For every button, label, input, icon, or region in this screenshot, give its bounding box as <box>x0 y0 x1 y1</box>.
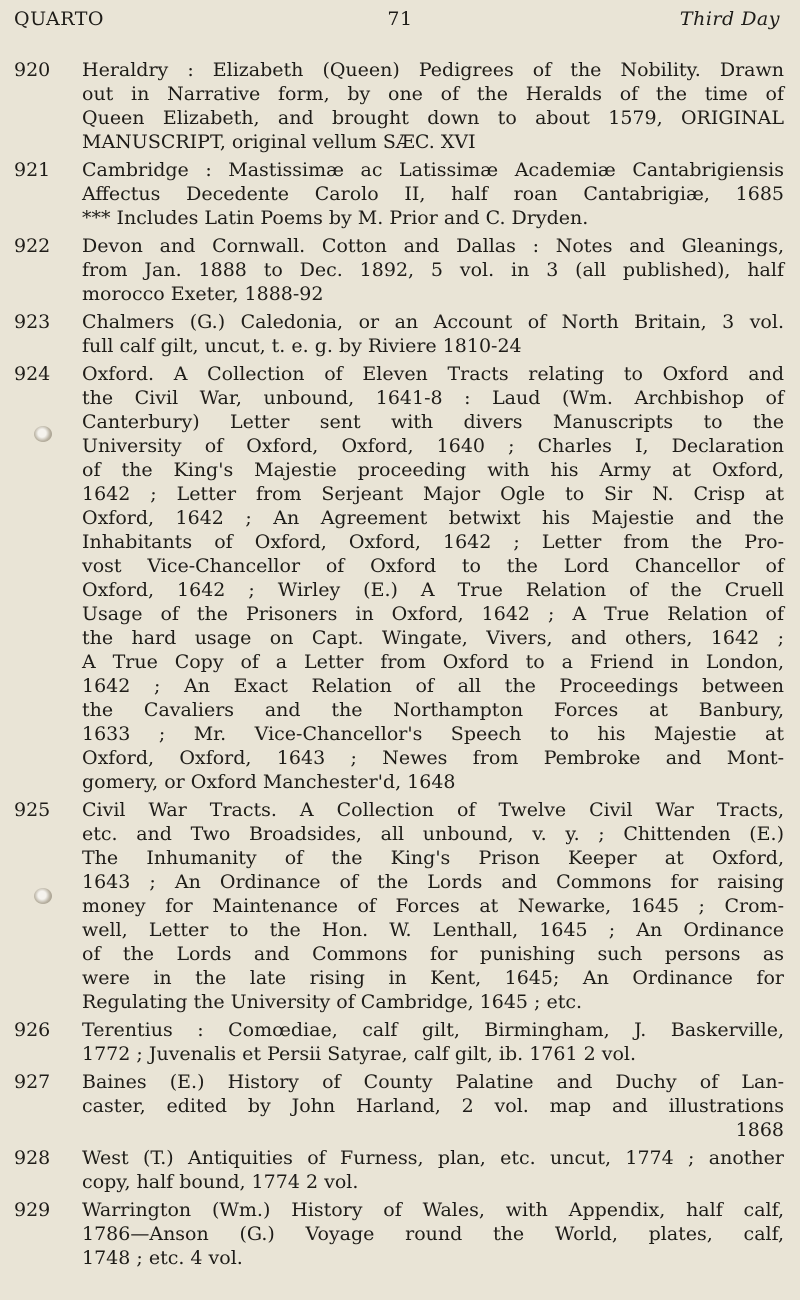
lot-number: 921 <box>14 159 51 181</box>
description-line: of the Lords and Commons for punishing such persons as <box>82 943 784 965</box>
page-number: 71 <box>387 8 413 30</box>
catalogue-entry <box>14 1070 784 1142</box>
description-line: Usage of the Prisoners in Oxford, 1642 ; A True Relation of <box>82 603 784 625</box>
description-line: University of Oxford, Oxford, 1640 ; Charles I, Declaration <box>82 435 784 457</box>
lot-number: 927 <box>14 1071 51 1093</box>
description-line: Regulating the University of Cambridge, 1645 ; etc. <box>82 991 583 1013</box>
description-line: Chalmers (G.) Caledonia, or an Account of North Britain, 3 vol. <box>82 311 784 333</box>
description-line: *** Includes Latin Poems by M. Prior and C. Dryden. <box>82 207 589 229</box>
description-line: out in Narrative form, by one of the Heralds of the time of <box>82 83 784 105</box>
description-line: the Civil War, unbound, 1641-8 : Laud (Wm. Archbishop of <box>82 387 784 409</box>
catalogue-entry <box>14 310 784 358</box>
description-line: Oxford, Oxford, 1643 ; Newes from Pembroke and Mont- <box>82 747 784 769</box>
catalogue-entry <box>14 158 784 230</box>
description-line: Affectus Decedente Carolo II, half roan Cantabrigiæ, 1685 <box>82 183 784 205</box>
description-line: Baines (E.) History of County Palatine and Duchy of Lan- <box>82 1071 784 1093</box>
catalogue-entry <box>14 58 784 154</box>
catalogue-entry <box>14 1018 784 1066</box>
catalogue-entry <box>14 1198 784 1270</box>
description-line: full calf gilt, uncut, t. e. g. by Riviere 1810-24 <box>82 335 522 357</box>
day-label: Third Day <box>679 8 780 30</box>
lot-description <box>82 1198 784 1270</box>
lot-description <box>82 234 784 306</box>
description-line: Heraldry : Elizabeth (Queen) Pedigrees of the Nobility. Drawn <box>82 59 784 81</box>
description-line: copy, half bound, 1774 2 vol. <box>82 1171 359 1193</box>
description-line: the Cavaliers and the Northampton Forces at Banbury, <box>82 699 784 721</box>
section-label: QUARTO <box>14 8 104 30</box>
description-line: Civil War Tracts. A Collection of Twelve Civil War Tracts, <box>82 799 784 821</box>
description-line: vost Vice-Chancellor of Oxford to the Lord Chancellor of <box>82 555 784 577</box>
description-line: Inhabitants of Oxford, Oxford, 1642 ; Letter from the Pro- <box>82 531 784 553</box>
description-line: Terentius : Comœdiae, calf gilt, Birmingham, J. Baskerville, <box>82 1019 784 1041</box>
description-line: West (T.) Antiquities of Furness, plan, etc. uncut, 1774 ; another <box>82 1147 784 1169</box>
description-line: were in the late rising in Kent, 1645; An Ordinance for <box>82 967 784 989</box>
lot-description <box>82 798 784 1014</box>
lot-description <box>82 1018 784 1066</box>
description-line: morocco Exeter, 1888-92 <box>82 283 324 305</box>
description-line: caster, edited by John Harland, 2 vol. map and illustrations <box>82 1095 784 1117</box>
description-line: Queen Elizabeth, and brought down to about 1579, ORIGINAL <box>82 107 784 129</box>
catalogue-entry <box>14 1146 784 1194</box>
description-line: MANUSCRIPT, original vellum SÆC. XVI <box>82 131 476 153</box>
description-line: 1772 ; Juvenalis et Persii Satyrae, calf gilt, ib. 1761 2 vol. <box>82 1043 637 1065</box>
description-line: 1643 ; An Ordinance of the Lords and Commons for raising <box>82 871 784 893</box>
description-line: etc. and Two Broadsides, all unbound, v. y. ; Chittenden (E.) <box>82 823 784 845</box>
lot-number: 923 <box>14 311 51 333</box>
description-line: Cambridge : Mastissimæ ac Latissimæ Academiæ Cantabrigiensis <box>82 159 784 181</box>
description-line: 1786—Anson (G.) Voyage round the World, plates, calf, <box>82 1223 784 1245</box>
lot-number: 920 <box>14 59 51 81</box>
description-line: Oxford, 1642 ; Wirley (E.) A True Relation of the Cruell <box>82 579 784 601</box>
lot-description <box>82 158 784 230</box>
description-line: of the King's Majestie proceeding with his Army at Oxford, <box>82 459 784 481</box>
lot-description <box>82 1146 784 1194</box>
lot-number: 926 <box>14 1019 51 1041</box>
description-line: Devon and Cornwall. Cotton and Dallas : Notes and Gleanings, <box>82 235 784 257</box>
description-line: Oxford. A Collection of Eleven Tracts relating to Oxford and <box>82 363 784 385</box>
lot-number: 925 <box>14 799 51 821</box>
lot-number: 924 <box>14 363 51 385</box>
lot-number: 928 <box>14 1147 51 1169</box>
description-line: from Jan. 1888 to Dec. 1892, 5 vol. in 3 (all published), half <box>82 259 784 281</box>
description-line: well, Letter to the Hon. W. Lenthall, 1645 ; An Ordinance <box>82 919 784 941</box>
lot-description <box>82 58 784 154</box>
description-line: The Inhumanity of the King's Prison Keeper at Oxford, <box>82 847 784 869</box>
description-line: 1633 ; Mr. Vice-Chancellor's Speech to his Majestie at <box>82 723 784 745</box>
page-header <box>14 8 786 38</box>
description-line: 1642 ; Letter from Serjeant Major Ogle to Sir N. Crisp at <box>82 483 784 505</box>
catalogue-entries <box>14 58 784 1274</box>
lot-number: 922 <box>14 235 51 257</box>
lot-description <box>82 362 784 794</box>
description-line: 1642 ; An Exact Relation of all the Proceedings between <box>82 675 784 697</box>
description-line: 1868 <box>735 1119 784 1141</box>
catalogue-entry <box>14 362 784 794</box>
lot-description <box>82 1070 784 1142</box>
description-line: Oxford, 1642 ; An Agreement betwixt his Majestie and the <box>82 507 784 529</box>
description-line: Canterbury) Letter sent with divers Manuscripts to the <box>82 411 784 433</box>
description-line: the hard usage on Capt. Wingate, Vivers, and others, 1642 ; <box>82 627 784 649</box>
description-line: money for Maintenance of Forces at Newarke, 1645 ; Crom- <box>82 895 784 917</box>
catalogue-entry <box>14 798 784 1014</box>
catalogue-entry <box>14 234 784 306</box>
description-line: Warrington (Wm.) History of Wales, with Appendix, half calf, <box>82 1199 784 1221</box>
lot-number: 929 <box>14 1199 51 1221</box>
lot-description <box>82 310 784 358</box>
description-line: A True Copy of a Letter from Oxford to a Friend in London, <box>82 651 784 673</box>
description-line: 1748 ; etc. 4 vol. <box>82 1247 243 1269</box>
description-line: gomery, or Oxford Manchester'd, 1648 <box>82 771 456 793</box>
